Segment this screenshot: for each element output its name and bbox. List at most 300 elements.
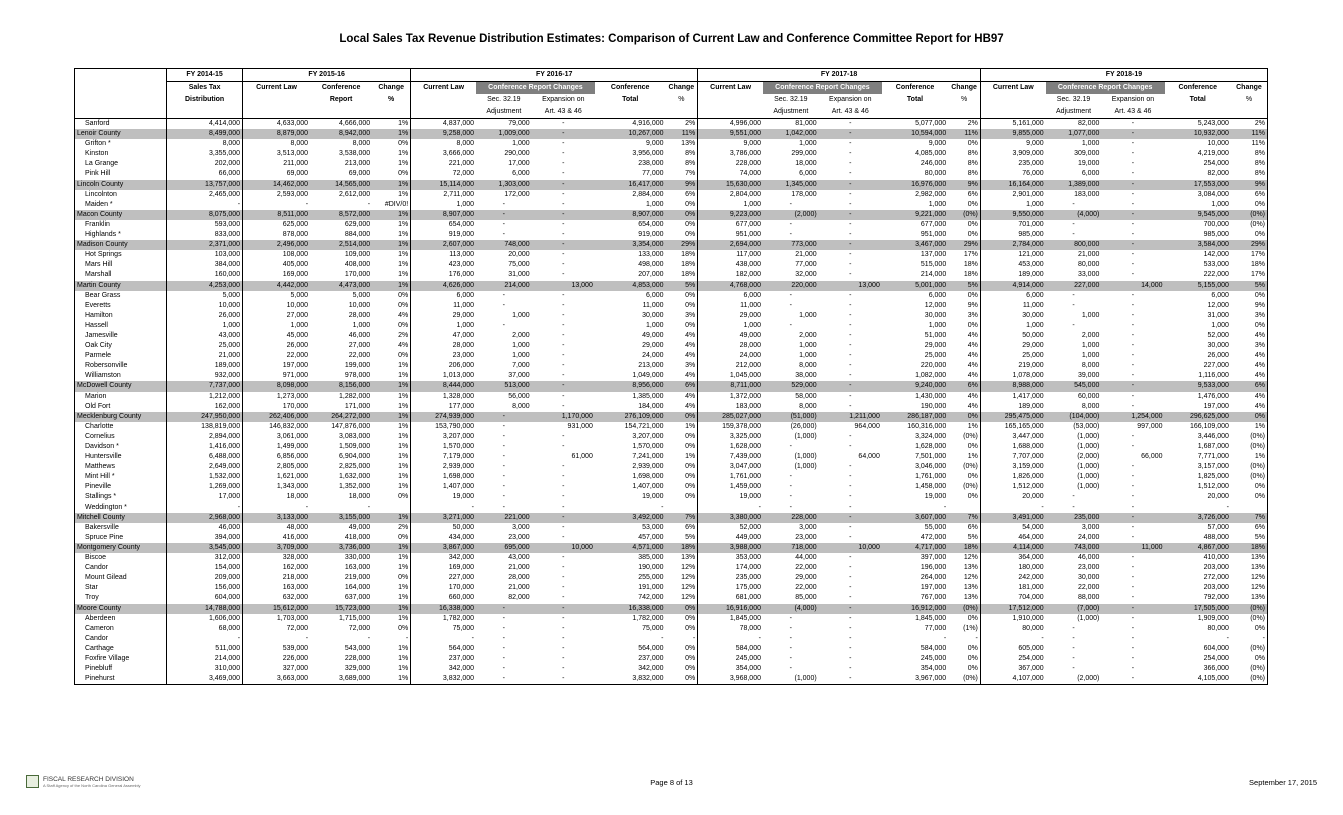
- table-cell: -: [1131, 493, 1135, 501]
- table-cell: -: [1131, 261, 1135, 269]
- table-cell: 30,000: [980, 311, 1045, 321]
- table-cell: 1%: [372, 129, 411, 139]
- table-cell: 1%: [372, 210, 411, 220]
- table-cell: 49,000: [698, 331, 763, 341]
- table-cell: 214,000: [167, 654, 243, 664]
- area-name: Sanford: [75, 119, 167, 130]
- table-cell: 3,159,000: [980, 462, 1045, 472]
- table-cell: 32,000: [795, 271, 817, 279]
- table-cell: 170,000: [243, 402, 310, 412]
- table-cell: 14,462,000: [243, 180, 310, 190]
- table-cell: -: [562, 200, 565, 208]
- table-cell: 3,157,000: [1197, 463, 1229, 471]
- table-cell: 0%: [967, 220, 978, 228]
- table-cell: -: [849, 654, 852, 662]
- table-cell: 146,832,000: [243, 422, 310, 432]
- table-cell: -: [1131, 473, 1135, 481]
- table-cell: 1%: [398, 231, 409, 239]
- city-row: [75, 402, 1268, 412]
- city-row: [75, 220, 1268, 230]
- year-fy2018: FY 2018-19: [980, 69, 1267, 82]
- table-cell: 1,000: [1211, 321, 1229, 329]
- table-cell: -: [849, 584, 852, 592]
- table-cell: 296,625,000: [1165, 412, 1231, 422]
- table-cell: -: [1072, 665, 1075, 673]
- table-cell: 695,000: [476, 543, 532, 553]
- table-cell: 18,000: [348, 493, 371, 501]
- table-cell: 1,303,000: [476, 180, 532, 190]
- table-cell: 18%: [963, 271, 978, 279]
- table-cell: 221,000: [476, 513, 532, 523]
- table-cell: 1,845,000: [915, 614, 947, 622]
- table-cell: 30,000: [642, 311, 664, 319]
- table-cell: 4%: [398, 342, 409, 350]
- table-cell: 1%: [372, 674, 411, 685]
- table-cell: 564,000: [411, 644, 476, 654]
- table-cell: 183,000: [698, 402, 763, 412]
- table-cell: 22,000: [243, 351, 310, 361]
- table-cell: 30,000: [1207, 342, 1229, 350]
- table-cell: 1%: [967, 422, 978, 430]
- table-cell: 72,000: [243, 624, 310, 634]
- table-cell: 254,000: [1203, 160, 1229, 168]
- table-cell: 219,000: [344, 574, 371, 582]
- table-cell: -: [849, 443, 852, 450]
- table-cell: (0%): [1231, 674, 1268, 685]
- table-cell: 0%: [1231, 482, 1268, 492]
- table-cell: 4%: [967, 331, 978, 339]
- table-cell: 299,000: [791, 150, 817, 158]
- table-cell: -: [1131, 342, 1135, 350]
- area-name: Williamston: [75, 371, 167, 381]
- table-cell: 72,000: [411, 169, 476, 179]
- table-cell: 1,430,000: [915, 392, 947, 400]
- table-cell: 207,000: [638, 271, 664, 279]
- table-cell: 21,000: [795, 251, 817, 259]
- table-cell: 3,046,000: [915, 463, 947, 471]
- table-cell: -: [1131, 533, 1135, 541]
- table-cell: 7%: [666, 513, 698, 523]
- table-cell: 88,000: [1077, 594, 1100, 602]
- table-cell: 75,000: [411, 624, 476, 634]
- table-cell: 26,000: [243, 341, 310, 351]
- table-cell: 932,000: [167, 371, 243, 381]
- table-cell: -: [1131, 311, 1135, 319]
- table-cell: 1,282,000: [338, 392, 371, 400]
- table-cell: -: [1131, 331, 1135, 339]
- table-cell: 211,000: [243, 159, 310, 169]
- table-cell: -: [789, 321, 792, 329]
- table-cell: 1,269,000: [167, 482, 243, 492]
- table-cell: 1,688,000: [980, 442, 1045, 452]
- table-cell: 0%: [685, 291, 696, 299]
- table-cell: (0%): [963, 432, 978, 440]
- table-cell: 434,000: [411, 533, 476, 543]
- table-cell: 677,000: [698, 220, 763, 230]
- table-cell: -: [562, 311, 565, 319]
- table-cell: -: [789, 291, 792, 299]
- table-cell: 17%: [1231, 270, 1268, 280]
- table-cell: -: [849, 231, 852, 239]
- table-cell: 4%: [967, 372, 978, 380]
- table-cell: 10,267,000: [595, 129, 666, 139]
- table-cell: 147,876,000: [331, 422, 371, 430]
- table-cell: 245,000: [920, 654, 947, 662]
- area-name: Foxfire Village: [75, 654, 167, 664]
- table-cell: 0%: [666, 604, 698, 614]
- table-cell: -: [1131, 231, 1135, 239]
- table-cell: 22,000: [348, 352, 371, 360]
- table-cell: 18%: [963, 261, 978, 269]
- table-cell: 0%: [685, 231, 696, 239]
- table-cell: -: [367, 634, 371, 642]
- table-cell: 4%: [1231, 361, 1268, 371]
- table-cell: 1,407,000: [632, 483, 664, 491]
- table-cell: 103,000: [167, 250, 243, 260]
- table-cell: 3,000: [512, 523, 530, 531]
- table-cell: -: [1131, 190, 1135, 198]
- table-cell: 228,000: [698, 159, 763, 169]
- table-cell: 29,000: [924, 342, 947, 350]
- table-cell: -: [502, 644, 506, 652]
- table-cell: -: [562, 483, 565, 491]
- table-cell: -: [1131, 584, 1135, 592]
- table-cell: 2%: [666, 119, 698, 130]
- table-cell: 310,000: [167, 664, 243, 674]
- table-cell: -: [789, 200, 792, 208]
- table-cell: 328,000: [243, 553, 310, 563]
- area-name: Montgomery County: [75, 543, 167, 553]
- table-cell: 3,324,000: [915, 432, 947, 440]
- table-cell: 43,000: [508, 554, 530, 562]
- table-cell: 26,000: [1207, 352, 1229, 360]
- table-cell: -: [819, 119, 882, 130]
- table-cell: -: [849, 160, 852, 168]
- table-cell: 6%: [685, 523, 696, 531]
- table-cell: -: [562, 150, 565, 158]
- table-cell: 985,000: [980, 230, 1045, 240]
- table-cell: -: [1101, 129, 1164, 139]
- table-cell: 17,553,000: [1165, 180, 1231, 190]
- table-cell: -: [562, 463, 565, 471]
- table-cell: 21,000: [508, 564, 530, 572]
- table-cell: 8,988,000: [980, 381, 1045, 391]
- area-name: Oak City: [75, 341, 167, 351]
- table-cell: 245,000: [698, 654, 763, 664]
- table-cell: -: [1072, 644, 1075, 652]
- table-cell: 6,000: [645, 291, 664, 299]
- area-name: Robersonville: [75, 361, 167, 371]
- table-cell: 80,000: [1207, 624, 1229, 632]
- table-cell: 226,000: [243, 654, 310, 664]
- area-name: Marion: [75, 392, 167, 402]
- table-cell: 1%: [372, 412, 411, 422]
- table-cell: 0%: [685, 301, 696, 309]
- table-cell: 0%: [967, 443, 978, 450]
- table-cell: 6%: [967, 190, 978, 198]
- table-cell: 9,258,000: [411, 129, 476, 139]
- table-cell: 13%: [1231, 553, 1268, 563]
- table-cell: 29,000: [642, 342, 664, 350]
- area-name: Carthage: [75, 644, 167, 654]
- table-cell: 8,000: [243, 139, 310, 149]
- table-cell: 31,000: [508, 271, 530, 279]
- table-cell: 4%: [1231, 331, 1268, 341]
- table-cell: 1%: [398, 160, 409, 168]
- table-cell: 681,000: [698, 593, 763, 603]
- table-cell: 8,000: [167, 139, 243, 149]
- table-cell: 3,832,000: [595, 674, 666, 685]
- table-cell: -: [849, 190, 852, 198]
- table-cell: -: [562, 140, 565, 148]
- table-cell: 342,000: [411, 664, 476, 674]
- table-cell: 23,000: [508, 533, 530, 541]
- table-cell: -: [562, 533, 565, 541]
- table-cell: 154,721,000: [624, 422, 664, 430]
- table-cell: 1%: [398, 271, 409, 279]
- table-cell: 18%: [948, 543, 980, 553]
- table-cell: 4,626,000: [411, 281, 476, 291]
- table-cell: 189,000: [167, 361, 243, 371]
- table-cell: (4,000): [1046, 210, 1102, 220]
- table-cell: 3%: [685, 362, 696, 370]
- table-cell: (2,000): [763, 210, 819, 220]
- table-cell: -: [1131, 574, 1135, 582]
- table-cell: 1,000: [698, 200, 763, 210]
- table-cell: 1,698,000: [632, 473, 664, 481]
- table-cell: (0%): [948, 674, 980, 685]
- table-cell: -: [789, 301, 792, 309]
- table-cell: 184,000: [638, 402, 664, 410]
- table-cell: -: [975, 634, 978, 642]
- table-cell: 3%: [685, 311, 696, 319]
- table-cell: 154,000: [167, 563, 243, 573]
- table-cell: -: [532, 604, 595, 614]
- table-cell: 2%: [948, 119, 980, 130]
- table-cell: -: [562, 654, 565, 662]
- table-cell: [372, 503, 411, 513]
- table-cell: -: [502, 432, 506, 440]
- table-cell: 4,219,000: [1197, 150, 1229, 158]
- table-cell: 8,942,000: [310, 129, 372, 139]
- table-cell: 20,000: [508, 251, 530, 259]
- area-name: Star: [75, 583, 167, 593]
- table-cell: 189,000: [980, 402, 1045, 412]
- table-cell: 1,416,000: [167, 442, 243, 452]
- table-cell: 353,000: [698, 553, 763, 563]
- table-cell: -: [789, 220, 792, 228]
- table-cell: 453,000: [980, 260, 1045, 270]
- area-name: Mitchell County: [75, 513, 167, 523]
- area-name: Highlands *: [75, 230, 167, 240]
- table-cell: 2,000: [799, 331, 817, 339]
- table-cell: 46,000: [167, 523, 243, 533]
- table-cell: 163,000: [243, 583, 310, 593]
- table-cell: 4,571,000: [595, 543, 666, 553]
- table-cell: -: [1072, 301, 1075, 309]
- city-row: [75, 654, 1268, 664]
- area-name: Macon County: [75, 210, 167, 220]
- table-cell: 8%: [967, 160, 978, 168]
- table-cell: 625,000: [243, 220, 310, 230]
- table-cell: -: [849, 140, 852, 148]
- table-cell: 3,967,000: [882, 674, 948, 685]
- table-cell: 262,406,000: [243, 412, 310, 422]
- table-cell: 0%: [967, 231, 978, 239]
- table-cell: -: [562, 503, 565, 511]
- city-row: [75, 553, 1268, 563]
- table-cell: 1,343,000: [243, 482, 310, 492]
- table-cell: -: [562, 160, 565, 168]
- table-cell: 354,000: [920, 665, 947, 673]
- conference-report-changes-header: Conference Report Changes: [1046, 82, 1165, 95]
- table-cell: 743,000: [1046, 543, 1102, 553]
- table-cell: 1%: [1231, 422, 1268, 432]
- table-cell: -: [502, 301, 506, 309]
- table-cell: 18%: [681, 271, 696, 279]
- table-cell: 6,000: [799, 170, 817, 178]
- table-cell: 60,000: [1077, 392, 1100, 400]
- table-cell: -: [1101, 381, 1164, 391]
- table-cell: -: [1131, 463, 1135, 471]
- table-cell: 7,439,000: [698, 452, 763, 462]
- area-name: Davidson *: [75, 442, 167, 452]
- table-cell: 33,000: [1077, 271, 1100, 279]
- table-cell: 677,000: [920, 220, 947, 228]
- table-cell: 2,612,000: [338, 190, 371, 198]
- table-cell: 20,000: [1207, 493, 1229, 501]
- table-cell: -: [789, 443, 792, 450]
- table-cell: 8,511,000: [243, 210, 310, 220]
- table-cell: 464,000: [980, 533, 1045, 543]
- table-cell: 405,000: [243, 260, 310, 270]
- table-cell: 10,932,000: [1165, 129, 1231, 139]
- table-cell: 1,000: [980, 200, 1045, 210]
- table-cell: 82,000: [1046, 119, 1102, 130]
- table-cell: -: [789, 624, 792, 632]
- area-name: Hassell: [75, 321, 167, 331]
- area-name: Mount Gilead: [75, 573, 167, 583]
- table-cell: -: [943, 503, 947, 511]
- city-row: [75, 331, 1268, 341]
- table-cell: -: [1131, 634, 1135, 642]
- area-name: Bakersville: [75, 523, 167, 533]
- table-cell: 0%: [666, 210, 698, 220]
- area-name: Stallings *: [75, 492, 167, 502]
- table-cell: 0%: [1231, 492, 1268, 502]
- table-cell: 15,723,000: [310, 604, 372, 614]
- table-cell: -: [1131, 523, 1135, 531]
- table-cell: 8,572,000: [310, 210, 372, 220]
- city-row: [75, 482, 1268, 492]
- table-cell: 81,000: [763, 119, 819, 130]
- table-cell: -: [789, 231, 792, 239]
- table-cell: 4,853,000: [595, 281, 666, 291]
- table-cell: 4%: [967, 352, 978, 360]
- table-cell: 3,968,000: [698, 674, 763, 685]
- table-cell: 2,371,000: [167, 240, 243, 250]
- table-cell: 12,000: [924, 301, 947, 309]
- table-cell: -: [849, 291, 852, 299]
- table-cell: 227,000: [1046, 281, 1102, 291]
- table-cell: 228,000: [763, 513, 819, 523]
- table-cell: 3,736,000: [310, 543, 372, 553]
- table-cell: 919,000: [411, 230, 476, 240]
- table-cell: 5,243,000: [1165, 119, 1231, 130]
- table-cell: 64,000: [858, 453, 880, 461]
- table-cell: 1,458,000: [915, 483, 947, 491]
- area-name: Mint Hill *: [75, 472, 167, 482]
- table-cell: 2,939,000: [411, 462, 476, 472]
- table-cell: 44,000: [795, 554, 817, 562]
- table-cell: 290,000: [504, 150, 530, 158]
- table-cell: 28,000: [508, 574, 530, 582]
- table-cell: -: [849, 392, 852, 400]
- county-row: [75, 604, 1268, 614]
- city-row: [75, 503, 1268, 513]
- table-cell: 2,884,000: [632, 190, 664, 198]
- table-cell: 77,000: [642, 170, 664, 178]
- table-cell: 3,709,000: [243, 543, 310, 553]
- table-cell: 0%: [948, 412, 980, 422]
- conference-report-changes-header: Conference Report Changes: [476, 82, 595, 95]
- table-cell: 997,000: [1137, 422, 1163, 430]
- table-cell: 604,000: [1203, 644, 1229, 652]
- table-cell: 153,790,000: [411, 422, 476, 432]
- table-cell: 3,988,000: [698, 543, 763, 553]
- area-name: Lincolnton: [75, 190, 167, 200]
- table-cell: 4,253,000: [167, 281, 243, 291]
- table-cell: 1,628,000: [915, 443, 947, 450]
- table-cell: 1%: [372, 381, 411, 391]
- table-cell: -: [849, 150, 852, 158]
- table-cell: 6,000: [512, 170, 530, 178]
- table-cell: 742,000: [638, 594, 664, 602]
- table-cell: 222,000: [1203, 271, 1229, 279]
- table-cell: -: [562, 261, 565, 269]
- table-cell: 237,000: [411, 654, 476, 664]
- table-cell: (104,000): [1046, 412, 1102, 422]
- table-cell: 5,155,000: [1165, 281, 1231, 291]
- table-cell: 6,000: [698, 291, 763, 301]
- table-cell: 0%: [398, 624, 409, 632]
- table-cell: 0%: [967, 200, 978, 208]
- table-cell: -: [1226, 503, 1229, 511]
- city-row: [75, 442, 1268, 452]
- table-cell: 6%: [1231, 381, 1268, 391]
- table-cell: 72,000: [348, 624, 371, 632]
- county-row: [75, 381, 1268, 391]
- table-cell: 3,538,000: [338, 150, 371, 158]
- table-cell: -: [411, 634, 476, 644]
- table-cell: 1,000: [645, 321, 664, 329]
- table-cell: 14,565,000: [310, 180, 372, 190]
- city-row: [75, 159, 1268, 169]
- table-cell: 15,612,000: [243, 604, 310, 614]
- table-cell: 19,000: [411, 492, 476, 502]
- table-cell: -: [789, 493, 792, 501]
- area-name: Matthews: [75, 462, 167, 472]
- table-cell: 1,000: [512, 352, 530, 360]
- table-cell: 191,000: [638, 584, 664, 592]
- table-cell: 0%: [685, 200, 696, 208]
- table-header: FY 2014-15 FY 2015-16 FY 2016-17 FY 2017-18 FY 2018-19 Sales Tax Current Law Conference Change Current Law Conference Report Changes Conference Change Current Law Conference Report Changes Conference Change Current Law Conference Report Changes Conference Change Distribution Report % Sec. 32.19 Expansion on Total % Sec. 32.19 Expansion on Total % Sec. 32.19 Expansion on Total % Adjustment Art. 43 & 46 Adjustment Art. 43 & 46 Adjustment Art. 43 & 46: [75, 69, 1268, 119]
- table-cell: (1,000): [794, 463, 817, 471]
- table-cell: 69,000: [348, 170, 371, 178]
- table-cell: 488,000: [1203, 533, 1229, 541]
- table-cell: 13%: [963, 564, 978, 572]
- table-cell: 4%: [685, 342, 696, 350]
